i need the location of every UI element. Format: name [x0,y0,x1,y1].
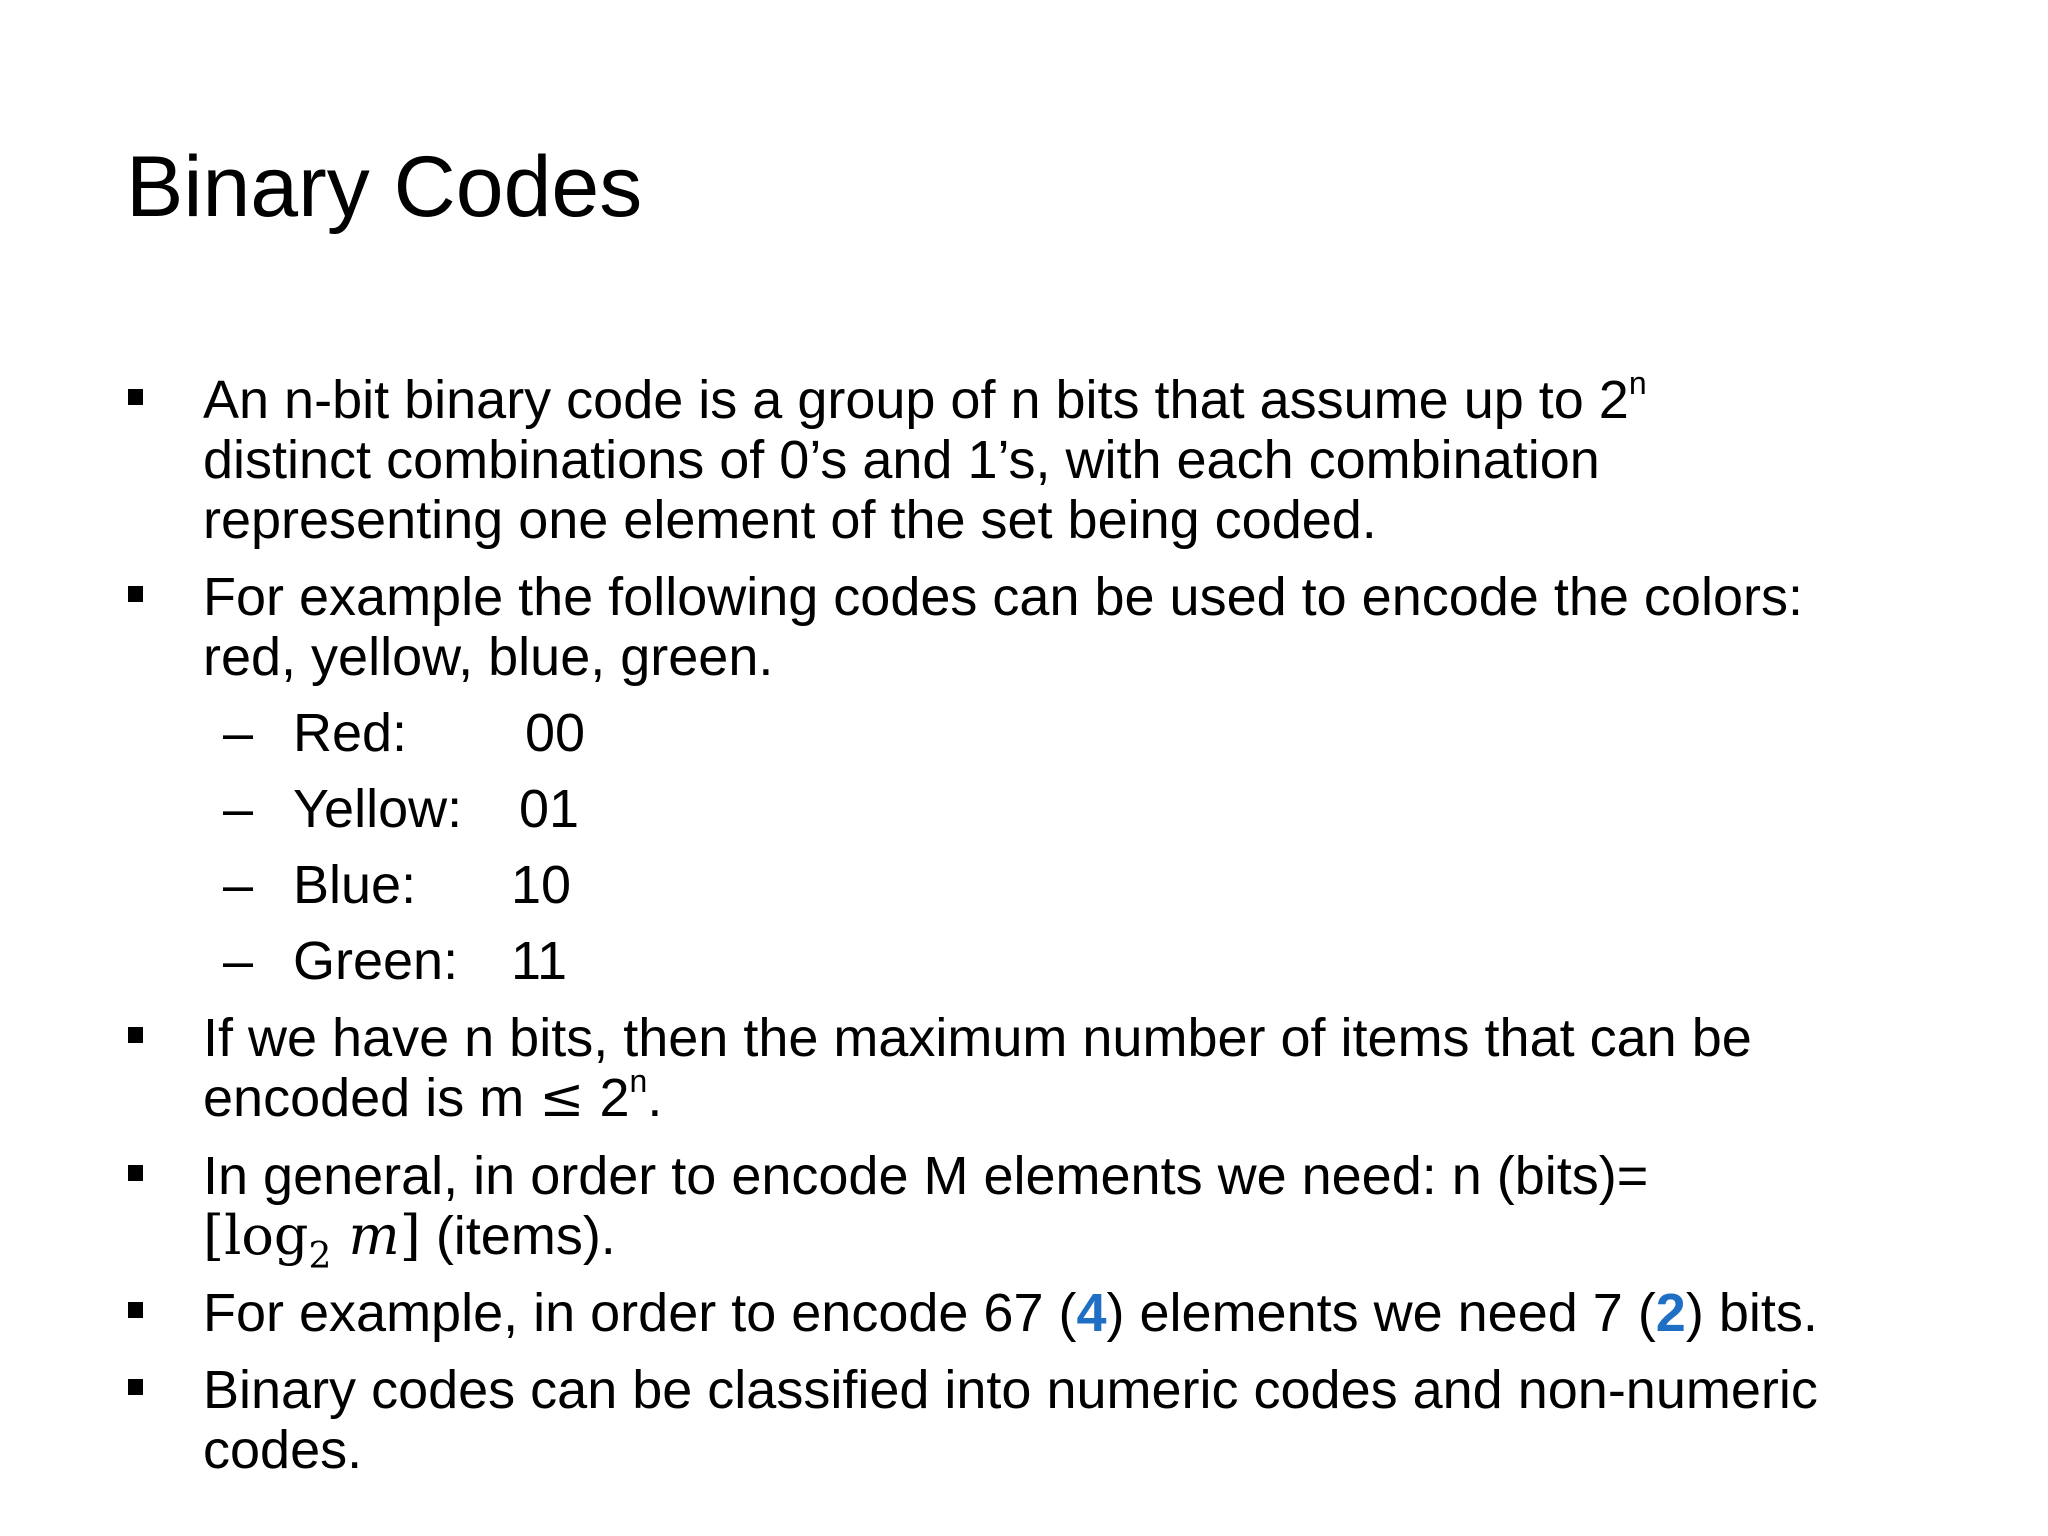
dash-icon: – [223,703,254,763]
bullet-square-icon [128,389,143,405]
bullet-classification: Binary codes can be classified into numeric codes and non-numeric codes. [203,1360,1818,1480]
log-formula: [$\log_2$ m] [203,1204,421,1277]
bullet-square-icon [128,1027,143,1043]
bullet-square-icon [128,1379,143,1395]
bullet-max-items: If we have n bits, then the maximum number of items that can be encoded is m ≤ 2$^n$. [203,1008,1752,1128]
color-code-red: – Red: 00 [223,703,586,763]
color-code-green: – Green: 11 [223,931,568,991]
dash-icon: – [223,931,254,991]
bullet-color-example: For example the following codes can be used to encode the colors: red, yellow, blue, green. [203,567,1803,687]
bullet-n-bit-definition: An n-bit binary code is a group of n bits that assume up to 2$^n$ distinct combinations of 0’s and 1’s, with each combination representing one element of the set being coded. [203,370,1647,550]
bullet-square-icon [128,1302,143,1318]
bullet-square-icon [128,586,143,602]
slide-title: Binary Codes [126,139,643,235]
bullet-example-67: For example, in order to encode 67 (4) elements we need 7 (2) bits. [203,1283,1818,1343]
bullet-square-icon [128,1165,143,1181]
color-code-blue: – Blue: 10 [223,855,572,915]
bullet-general-formula: In general, in order to encode M elements we need: n (bits)= [$\log_2$ m] (items). [203,1146,1648,1266]
color-code-yellow: – Yellow: 01 [223,779,580,839]
dash-icon: – [223,855,254,915]
dash-icon: – [223,779,254,839]
